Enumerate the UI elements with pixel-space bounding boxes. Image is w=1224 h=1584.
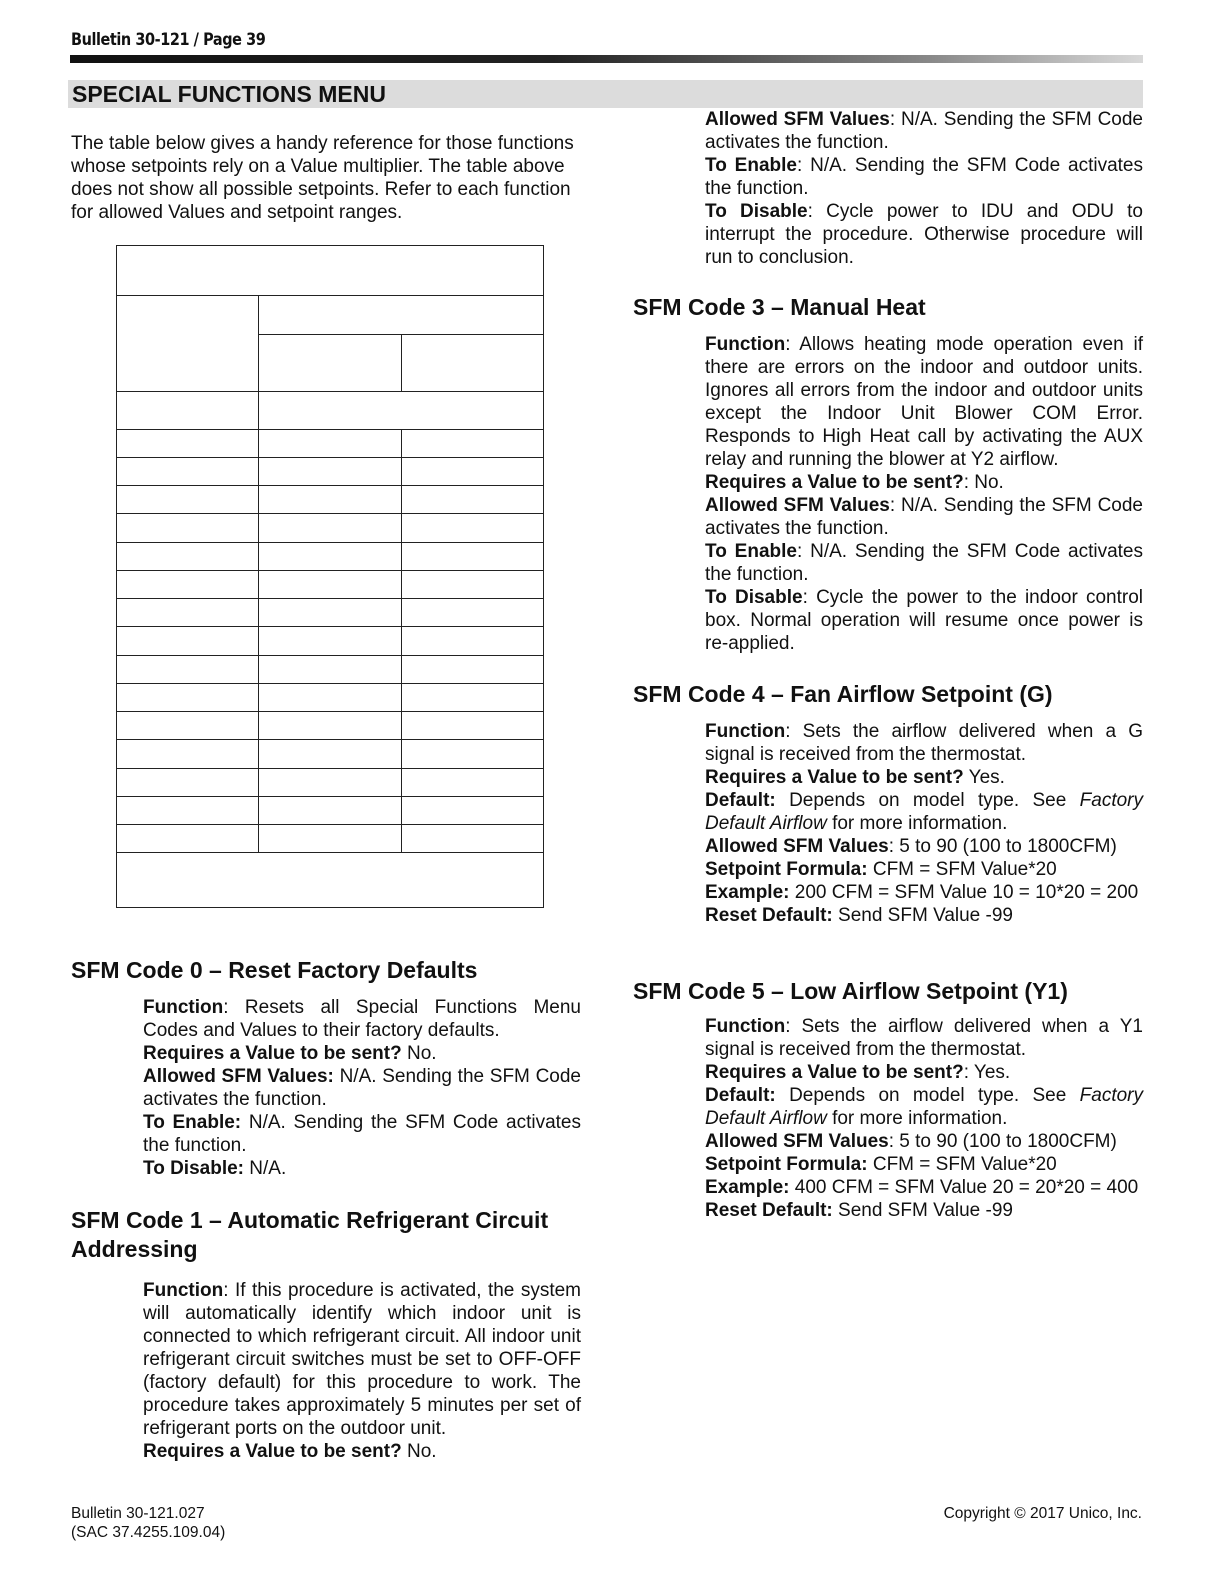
table-cell [259,542,401,570]
table-cell [117,627,259,655]
table-cell [117,599,259,627]
sfm-code-3-body [633,333,1143,655]
table-cell [259,457,401,485]
table-row [117,296,544,335]
sfm5-function: Function: Sets the airflow delivered when a Y1 signal is received from the thermostat. [705,1016,1143,1060]
table-row [117,391,544,429]
sfm5-reset: Reset Default: Send SFM Value -99 [705,1200,1013,1221]
sfm4-default: Default: Depends on model type. See Factory Default Airflow for more information. [705,790,1143,834]
table-cell [117,825,259,853]
table-cell [117,853,544,908]
table-cell [259,599,401,627]
table-cell [259,683,401,711]
sfm3-requires: Requires a Value to be sent?: No. [705,472,1004,493]
sfm1-allowed: Allowed SFM Values: N/A. Sending the SFM Code activates the function. [705,109,1143,153]
table-cell [117,542,259,570]
sfm3-enable: To Enable: N/A. Sending the SFM Code activates the function. [705,541,1143,585]
sfm-code-1-body [71,1279,581,1463]
sfm-code-3-section [633,293,1143,655]
sfm4-allowed: Allowed SFM Values: 5 to 90 (100 to 1800CFM) [705,836,1117,857]
section-title: SPECIAL FUNCTIONS MENU [72,81,386,107]
sfm4-requires: Requires a Value to be sent? Yes. [705,767,1005,788]
sfm5-formula: Setpoint Formula: CFM = SFM Value*20 [705,1154,1057,1175]
sfm-code-5-heading: SFM Code 5 – Low Airflow Setpoint (Y1) [633,978,1068,1004]
table-cell [259,768,401,796]
intro-text: The table below gives a handy reference for those functions whose setpoints rely on a Value multiplier. The table above does not show all possible setpoints. Refer to each function for allowed Values and setpoint ranges. [71,133,574,223]
table-cell [117,391,259,429]
table-cell [259,296,544,335]
table-cell [117,740,259,768]
table-cell [117,296,259,392]
sfm-code-3-heading: SFM Code 3 – Manual Heat [633,294,926,320]
footer-copyright: Copyright © 2017 Unico, Inc. [943,1505,1142,1522]
table-cell [117,429,259,457]
footer-sac: (SAC 37.4255.109.04) [71,1524,226,1541]
sfm-code-0-body [71,996,581,1180]
sfm1-function: Function: If this procedure is activated, the system will automatically identify which indoor unit is connected to which refrigerant circuit. All indoor unit refrigerant circuit switches must be set to OFF-OFF (factory default) for this procedure to work. The procedure takes approximately 5 minutes per set of refrigerant ports on the outdoor unit. [143,1280,581,1439]
sfm4-formula: Setpoint Formula: CFM = SFM Value*20 [705,859,1057,880]
table-row [117,246,544,296]
table-cell [259,335,401,392]
table-cell [117,712,259,740]
table-cell [259,486,401,514]
table-row [117,683,544,711]
sfm-code-5-section [633,977,1143,1222]
header-rule [70,55,1143,63]
sfm1-enable: To Enable: N/A. Sending the SFM Code activates the function. [705,155,1143,199]
sfm1-disable: To Disable: Cycle power to IDU and ODU to interrupt the procedure. Otherwise procedure will run to conclusion. [705,201,1143,268]
table-cell [259,514,401,542]
table-row [117,768,544,796]
table-cell [401,429,543,457]
table-cell [401,542,543,570]
table-cell [117,486,259,514]
table-cell [401,570,543,598]
table-cell [401,655,543,683]
table-row [117,486,544,514]
table-row [117,514,544,542]
table-cell [401,514,543,542]
table-cell [401,486,543,514]
table-cell [401,768,543,796]
sfm3-allowed: Allowed SFM Values: N/A. Sending the SFM Code activates the function. [705,495,1143,539]
sfm5-allowed: Allowed SFM Values: 5 to 90 (100 to 1800CFM) [705,1131,1117,1152]
table-cell [117,796,259,824]
table-row [117,853,544,908]
table-row [117,655,544,683]
table-cell [117,570,259,598]
table-row [117,796,544,824]
sfm5-example: Example: 400 CFM = SFM Value 20 = 20*20 = 400 [705,1177,1139,1198]
sfm3-function: Function: Allows heating mode operation even if there are errors on the indoor and outdoor units. Ignores all errors from the indoor and outdoor units except the Indoor Unit Blower COM Error. Responds to High Heat call by activating the AUX relay and running the blower at Y2 airflow. [705,334,1143,470]
table-row [117,825,544,853]
table-row [117,457,544,485]
sfm4-example: Example: 200 CFM = SFM Value 10 = 10*20 = 200 [705,882,1139,903]
sfm5-default: Default: Depends on model type. See Factory Default Airflow for more information. [705,1085,1143,1129]
table-cell [401,740,543,768]
table-row [117,627,544,655]
table-row [117,599,544,627]
footer-bulletin: Bulletin 30-121.027 [71,1505,205,1522]
table-cell [401,712,543,740]
table-cell [259,796,401,824]
table-cell [117,655,259,683]
sfm-code-1-continued [633,108,1143,269]
table-cell [401,796,543,824]
sfm-code-5-body [633,1015,1143,1222]
table-cell [401,335,543,392]
table-cell [259,627,401,655]
sfm0-enable: To Enable: N/A. Sending the SFM Code activates the function. [143,1112,581,1156]
table-cell [259,391,544,429]
table-row [117,429,544,457]
sfm-code-1-heading: SFM Code 1 – Automatic Refrigerant Circuit Addressing [71,1207,549,1262]
table-cell [401,599,543,627]
sfm4-function: Function: Sets the airflow delivered when a G signal is received from the thermostat. [705,721,1143,765]
sfm0-disable: To Disable: N/A. [143,1158,287,1179]
table-cell [401,683,543,711]
sfm-code-1-section [71,1206,581,1463]
sfm-code-1-body-continued [633,108,1143,269]
sfm-code-0-section [71,956,581,1180]
table-row [117,740,544,768]
table-cell [401,457,543,485]
table-cell [259,570,401,598]
table-cell [117,683,259,711]
table-cell [259,825,401,853]
table-cell [259,740,401,768]
intro-paragraph [71,132,581,224]
sfm-code-0-heading: SFM Code 0 – Reset Factory Defaults [71,957,478,983]
table-cell [117,514,259,542]
table-cell [401,627,543,655]
table-cell [259,712,401,740]
sfm-code-4-section [633,680,1143,927]
footer-left [71,1504,225,1542]
page-header: Bulletin 30-121 / Page 39 [71,30,266,50]
sfm-code-4-body [633,720,1143,927]
table-cell [259,655,401,683]
sfm1-requires: Requires a Value to be sent? No. [143,1441,437,1462]
sfm0-allowed: Allowed SFM Values: N/A. Sending the SFM Code activates the function. [143,1066,582,1110]
table-row [117,570,544,598]
table-cell [117,246,544,296]
sfm3-disable: To Disable: Cycle the power to the indoor control box. Normal operation will resume once power is re-applied. [705,587,1143,654]
sfm4-reset: Reset Default: Send SFM Value -99 [705,905,1013,926]
table-row [117,712,544,740]
sfm0-function: Function: Resets all Special Functions Menu Codes and Values to their factory defaults. [143,997,581,1041]
table-cell [401,825,543,853]
table-row [117,542,544,570]
table-cell [259,429,401,457]
table-cell [117,768,259,796]
table-cell [117,457,259,485]
sfm-code-4-heading: SFM Code 4 – Fan Airflow Setpoint (G) [633,681,1053,707]
sfm0-requires: Requires a Value to be sent? No. [143,1043,437,1064]
reference-table [116,245,544,908]
sfm5-requires: Requires a Value to be sent?: Yes. [705,1062,1011,1083]
